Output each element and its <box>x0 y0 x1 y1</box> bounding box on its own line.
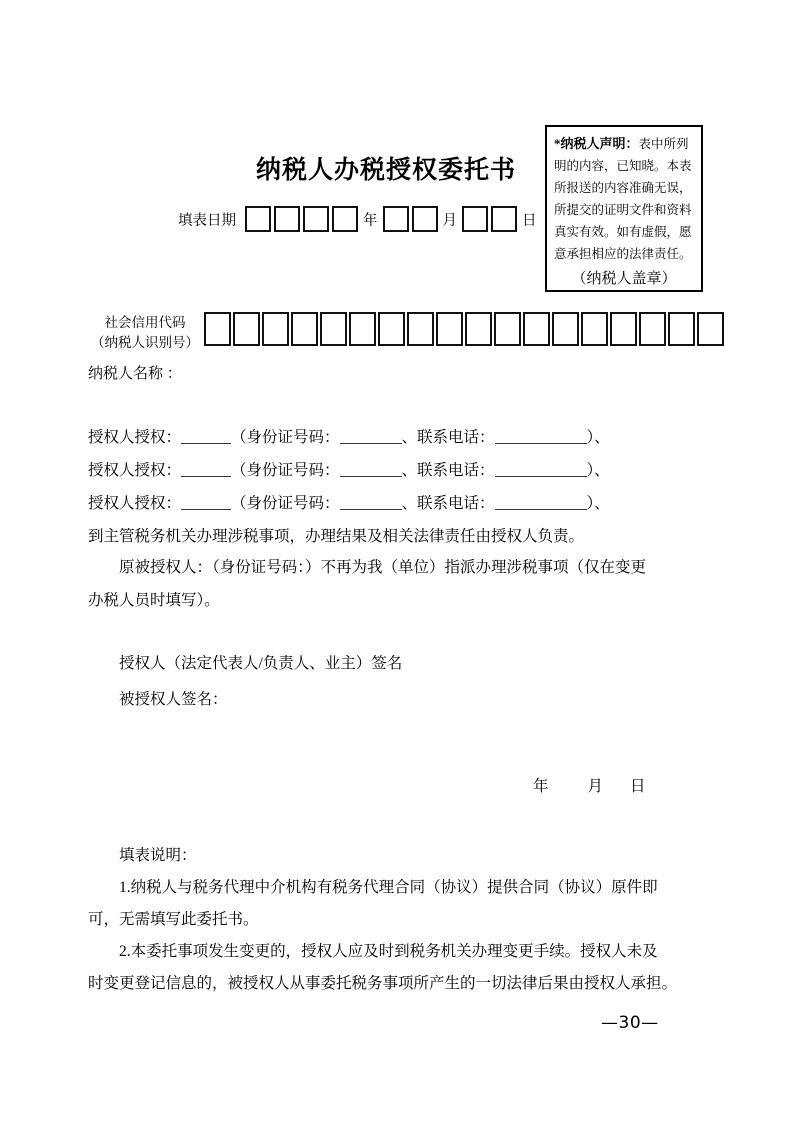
phone-label: 、联系电话： <box>401 495 495 512</box>
authorization-section <box>88 421 728 553</box>
fill-box <box>383 206 409 232</box>
authorization-prefix: 授权人授权： <box>88 429 182 446</box>
page-number: —30— <box>601 1013 659 1033</box>
fill-box <box>303 206 329 232</box>
authorization-suffix: ）、 <box>586 429 610 446</box>
signature-date-line <box>533 774 646 796</box>
authorizer-signature-label: 授权人（法定代表人/负责人、业主）签名 <box>119 655 403 672</box>
phone-label: 、联系电话： <box>401 462 495 479</box>
note-line: 时变更登记信息的，被授权人从事委托税务事项所产生的一切法律后果由授权人承担。 <box>88 975 678 992</box>
fill-box <box>491 206 517 232</box>
note-line: 1.纳税人与税务代理中介机构有税务代理合同（协议）提供合同（协议）原件即 <box>119 879 658 896</box>
id-number-blank <box>340 496 402 510</box>
authorization-suffix: ）、 <box>586 462 610 479</box>
fill-box <box>332 206 358 232</box>
day-label: 日 <box>522 212 537 229</box>
fill-box <box>407 312 434 346</box>
fill-box <box>610 312 637 346</box>
authorization-prefix: 授权人授权： <box>88 462 182 479</box>
fill-box <box>378 312 405 346</box>
year-label: 年 <box>533 778 549 795</box>
authorization-row <box>88 454 728 487</box>
id-number-blank <box>340 430 402 444</box>
month-label: 月 <box>587 778 604 795</box>
declaration-line: 真实有效。如有虚假，愿 <box>554 225 692 239</box>
declaration-line: 意承担相应的法律责任。 <box>554 247 692 261</box>
fill-box <box>233 312 260 346</box>
authorized-name-blank <box>181 463 231 477</box>
authorized-signature-label: 被授权人签名： <box>119 691 228 708</box>
fill-box <box>668 312 695 346</box>
fill-box <box>320 312 347 346</box>
authorization-prefix: 授权人授权： <box>88 495 182 512</box>
fill-box <box>462 206 488 232</box>
declaration-line <box>554 133 694 155</box>
year-label: 年 <box>363 212 378 229</box>
credit-code-label-line2: （纳税人识别号） <box>91 335 199 350</box>
note-line: 2.本委托事项发生变更的，授权人应及时到税务机关办理变更手续。授权人未及 <box>119 943 658 960</box>
page-title: 纳税人办税授权委托书 <box>255 157 516 184</box>
id-number-label: （身份证号码： <box>231 495 340 512</box>
declaration-lead: *纳税人声明： <box>554 136 639 151</box>
phone-label: 、联系电话： <box>401 429 495 446</box>
taxpayer-stamp-label: （纳税人盖章） <box>571 271 677 287</box>
fill-date-row <box>178 206 537 232</box>
fill-box <box>465 312 492 346</box>
id-number-label: （身份证号码： <box>231 462 340 479</box>
fill-box <box>274 206 300 232</box>
authorization-suffix: ）、 <box>586 495 610 512</box>
authorized-name-blank <box>181 430 231 444</box>
year-box-group <box>245 206 358 232</box>
fill-box <box>412 206 438 232</box>
fill-box <box>639 312 666 346</box>
id-number-label: （身份证号码： <box>231 429 340 446</box>
fill-box <box>523 312 550 346</box>
fill-box <box>349 312 376 346</box>
fill-box <box>262 312 289 346</box>
fill-box <box>494 312 521 346</box>
fill-box <box>697 312 724 346</box>
declaration-line: 所报送的内容准确无误， <box>554 181 692 195</box>
day-box-group <box>462 206 517 232</box>
credit-code-boxes <box>204 312 724 346</box>
revocation-paragraph <box>88 551 728 617</box>
id-number-blank <box>340 463 402 477</box>
taxpayer-declaration-box <box>545 125 703 292</box>
fill-box <box>204 312 231 346</box>
authorization-row <box>88 487 728 520</box>
notes-section <box>88 840 728 1000</box>
authorization-tail: 到主管税务机关办理涉税事项，办理结果及相关法律责任由授权人负责。 <box>88 528 585 545</box>
fill-box <box>552 312 579 346</box>
credit-code-label <box>86 313 204 353</box>
fill-box <box>581 312 608 346</box>
declaration-text: 表中所列 <box>638 137 689 151</box>
fill-box <box>245 206 271 232</box>
note-line: 可，无需填写此委托书。 <box>88 911 259 928</box>
phone-number-blank <box>495 430 587 444</box>
declaration-line: 所提交的证明文件和资料 <box>554 203 692 217</box>
credit-code-label-line1: 社会信用代码 <box>104 315 186 330</box>
authorization-row <box>88 421 728 454</box>
fill-box <box>436 312 463 346</box>
phone-number-blank <box>495 496 587 510</box>
month-label: 月 <box>442 212 457 229</box>
declaration-line: 明的内容，已知晓。本表 <box>554 159 692 173</box>
month-box-group <box>383 206 438 232</box>
phone-number-blank <box>495 463 587 477</box>
fill-date-label: 填表日期 <box>178 212 236 229</box>
revocation-line: 原被授权人：（身份证号码：）不再为我（单位）指派办理涉税事项（仅在变更 <box>119 559 647 576</box>
day-label: 日 <box>630 778 646 795</box>
fill-box <box>291 312 318 346</box>
revocation-line: 办税人员时填写）。 <box>88 592 220 609</box>
taxpayer-name-label: 纳税人名称 ： <box>88 366 182 382</box>
notes-heading: 填表说明： <box>119 847 197 864</box>
authorized-name-blank <box>181 496 231 510</box>
